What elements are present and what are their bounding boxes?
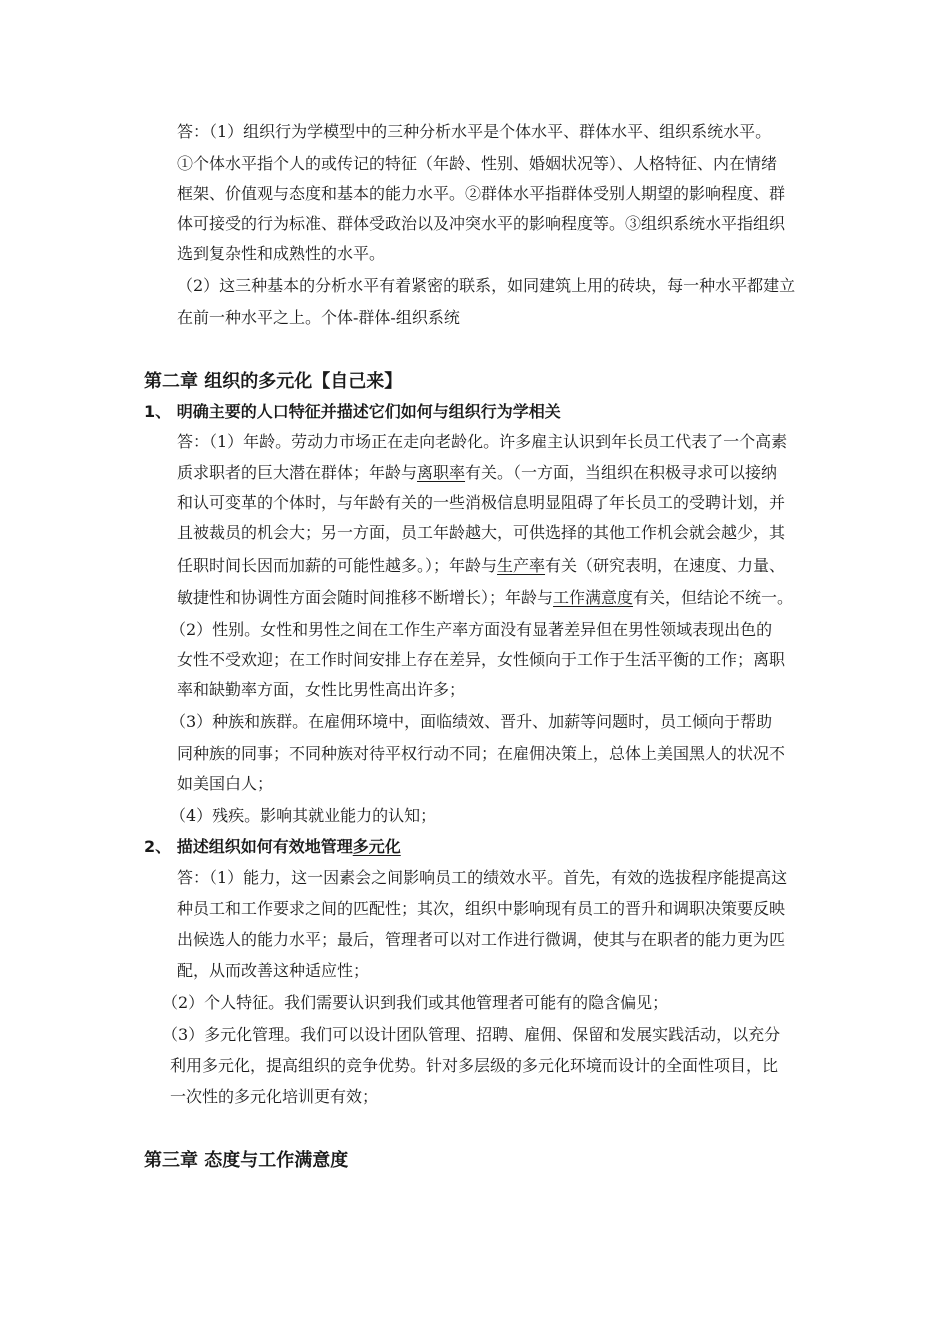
text-segment: 有关（研究表明，在速度、力量、 (545, 556, 786, 575)
answer-line: 利用多元化，提高组织的竞争优势。针对多层级的多元化环境而设计的全面性项目，比 (170, 1056, 779, 1075)
answer-line: 选到复杂性和成熟性的水平。 (177, 244, 386, 263)
answer-line: 答：（1）年龄。劳动力市场正在走向老龄化。许多雇主认识到年长员工代表了一个高素 (177, 432, 788, 451)
text-segment: 有关。（一方面，当组织在积极寻求可以接纳 (465, 463, 778, 482)
answer-line: 和认可变革的个体时，与年龄有关的一些消极信息明显阻碍了年长员工的受聘计划，并 (177, 493, 786, 512)
underlined-term: 生产率 (497, 556, 546, 575)
text-segment: 有关，但结论不统一。 (633, 588, 794, 607)
answer-line: 配，从而改善这种适应性； (177, 961, 370, 980)
text-segment: 任职时间长因而加薪的可能性越多。）；年龄与 (177, 556, 498, 575)
answer-line (177, 555, 785, 577)
answer-line: （2）性别。女性和男性之间在工作生产率方面没有显著差异但在男性领域表现出色的 (170, 620, 773, 639)
answer-line: 如美国白人； (177, 774, 274, 793)
answer-line: （2）个人特征。我们需要认识到我们或其他管理者可能有的隐含偏见； (162, 993, 669, 1012)
question-title: 1、 明确主要的人口特征并描述它们如何与组织行为学相关 (144, 402, 561, 421)
answer-line: 一次性的多元化培训更有效； (170, 1087, 379, 1106)
answer-line: 出候选人的能力水平；最后，管理者可以对工作进行微调，使其与在职者的能力更为匹 (177, 930, 786, 949)
answer-line: （4）残疾。影响其就业能力的认知； (170, 806, 437, 825)
answer-line: ①个体水平指个人的或传记的特征（年龄、性别、婚姻状况等）、人格特征、内在情绪 (177, 154, 778, 173)
answer-line: 答：（1）组织行为学模型中的三种分析水平是个体水平、群体水平、组织系统水平。 (177, 122, 772, 141)
underlined-term: 离职率 (417, 463, 466, 482)
answer-line: （2）这三种基本的分析水平有着紧密的联系，如同建筑上用的砖块，每一种水平都建立 (177, 276, 796, 295)
chapter-title: 第二章 组织的多元化【自己来】 (144, 371, 403, 392)
underlined-term: 多元化 (352, 837, 401, 856)
answer-line: 体可接受的行为标准、群体受政治以及冲突水平的影响程度等。③组织系统水平指组织 (177, 214, 786, 233)
answer-line: 率和缺勤率方面，女性比男性高出许多； (177, 680, 466, 699)
text-segment: 质求职者的巨大潜在群体；年龄与 (177, 463, 418, 482)
answer-line (177, 587, 793, 609)
text-segment: 2、 描述组织如何有效地管理 (144, 837, 353, 856)
answer-line: （3）多元化管理。我们可以设计团队管理、招聘、雇佣、保留和发展实践活动，以充分 (162, 1025, 781, 1044)
answer-line: 同种族的同事；不同种族对待平权行动不同；在雇佣决策上，总体上美国黑人的状况不 (177, 744, 786, 763)
question-title (144, 836, 401, 858)
answer-line (177, 462, 777, 484)
answer-line: 且被裁员的机会大；另一方面，员工年龄越大，可供选择的其他工作机会就会越少，其 (177, 523, 786, 542)
text-segment: 敏捷性和协调性方面会随时间推移不断增长）；年龄与 (177, 588, 554, 607)
answer-line: （3）种族和族群。在雇佣环境中，面临绩效、晋升、加薪等问题时，员工倾向于帮助 (170, 712, 773, 731)
answer-line: 种员工和工作要求之间的匹配性；其次，组织中影响现有员工的晋升和调职决策要反映 (177, 899, 786, 918)
chapter-title: 第三章 态度与工作满意度 (144, 1150, 349, 1171)
answer-line: 框架、价值观与态度和基本的能力水平。②群体水平指群体受别人期望的影响程度、群 (177, 184, 786, 203)
answer-line: 答：（1）能力，这一因素会之间影响员工的绩效水平。首先，有效的选拔程序能提高这 (177, 868, 788, 887)
underlined-term: 工作满意度 (553, 588, 634, 607)
answer-line: 女性不受欢迎；在工作时间安排上存在差异，女性倾向于工作于生活平衡的工作；离职 (177, 650, 786, 669)
answer-line: 在前一种水平之上。个体-群体-组织系统 (177, 308, 460, 327)
